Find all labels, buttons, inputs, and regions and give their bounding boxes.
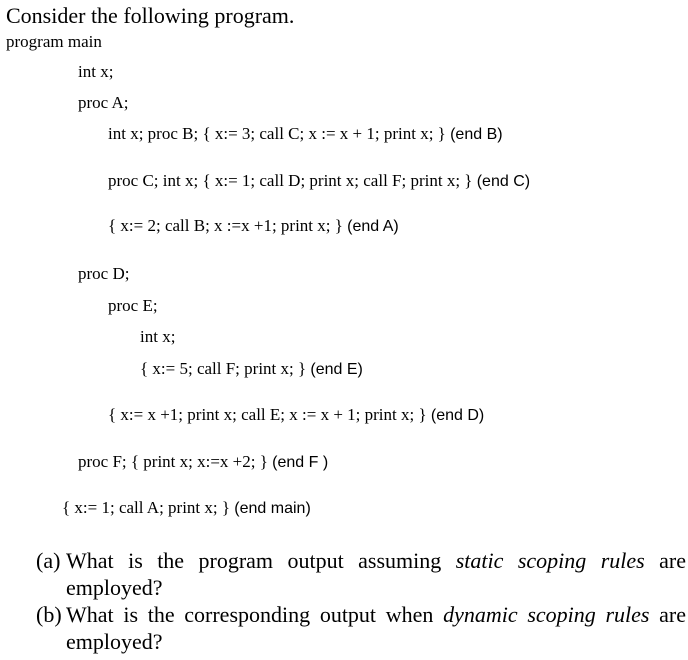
end-comment: (end B) <box>450 126 503 143</box>
code-text: proc D; <box>78 264 130 283</box>
end-comment: (end D) <box>430 407 485 424</box>
code-line <box>78 63 113 80</box>
code-text: proc E; <box>108 296 158 315</box>
code-line <box>108 217 399 235</box>
code-text: { x:= 1; call A; print x; } <box>62 498 231 517</box>
question-text <box>66 601 686 655</box>
code-line <box>108 172 530 190</box>
question-tag: (b) <box>36 602 62 627</box>
code-text: proc F; { print x; x:=x +2; } <box>78 452 268 471</box>
question-emphasis: dynamic scoping rules <box>443 602 650 627</box>
code-line <box>108 125 503 143</box>
question-text-before: What is the program output assuming <box>66 548 456 573</box>
code-text: proc C; int x; { x:= 1; call D; print x; call F; print x; } <box>108 171 473 190</box>
code-line <box>78 265 129 282</box>
code-line <box>78 94 129 111</box>
question-text-after: are employed? <box>66 602 687 654</box>
question-b <box>36 601 686 655</box>
code-text: int x; <box>78 62 114 81</box>
program-header: program main <box>6 32 102 51</box>
code-line <box>140 328 175 345</box>
end-comment: (end C) <box>476 173 531 190</box>
code-line <box>62 499 311 517</box>
question-text-after: are employed? <box>66 548 686 600</box>
code-text: int x; proc B; { x:= 3; call C; x := x + 1; print x; } <box>108 124 446 143</box>
question-emphasis: static scoping rules <box>455 548 645 573</box>
code-text: int x; <box>140 327 176 346</box>
end-comment: (end E) <box>310 361 363 378</box>
question-tag: (a) <box>36 548 61 573</box>
code-text: { x:= 2; call B; x :=x +1; print x; } <box>108 216 343 235</box>
question-text-before: What is the corresponding output when <box>66 602 444 627</box>
code-line <box>140 360 363 378</box>
code-line <box>108 406 484 424</box>
problem-title: Consider the following program. <box>6 3 295 28</box>
code-text: { x:= 5; call F; print x; } <box>140 359 307 378</box>
question-text <box>66 547 686 601</box>
code-line <box>108 297 158 314</box>
end-comment: (end F ) <box>272 454 329 471</box>
code-line <box>78 453 328 471</box>
code-text: { x:= x +1; print x; call E; x := x + 1; print x; } <box>108 405 427 424</box>
question-a <box>36 547 686 601</box>
end-comment: (end A) <box>347 218 399 235</box>
code-text: proc A; <box>78 93 129 112</box>
end-comment: (end main) <box>234 500 311 517</box>
